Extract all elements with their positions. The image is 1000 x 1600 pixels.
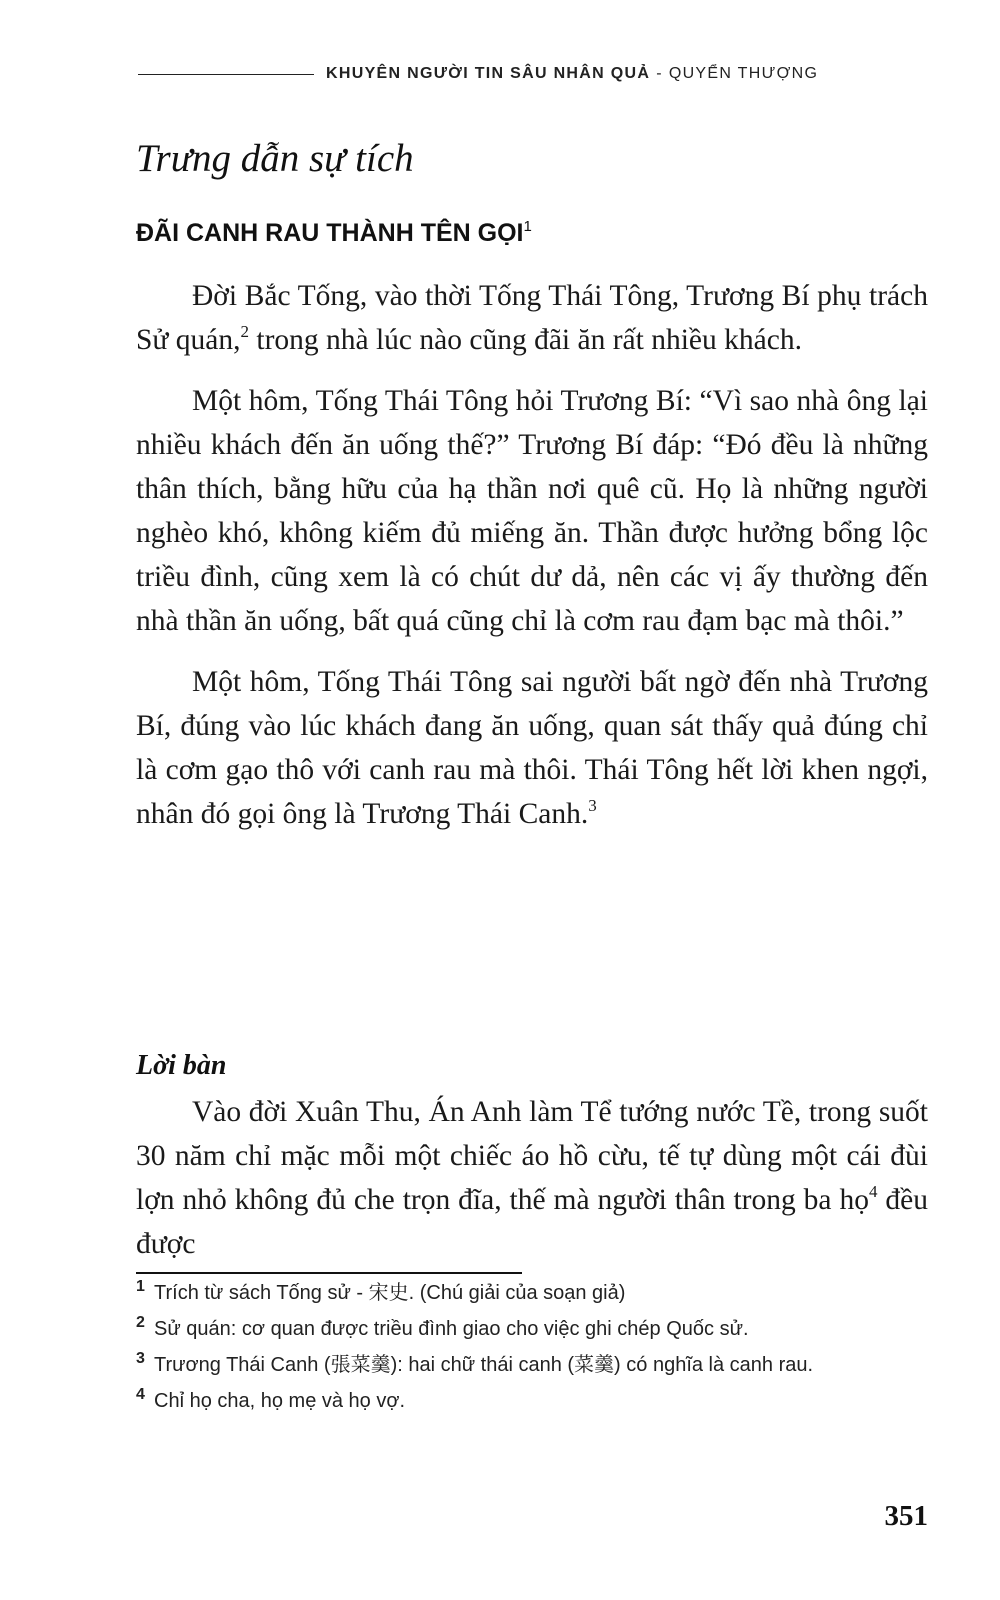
paragraph-text: trong nhà lúc nào cũng đãi ăn rất nhiều khách. [249, 324, 802, 356]
footnote-ref: 2 [240, 322, 249, 341]
footnote-text: Trương Thái Canh (張菜羹): hai chữ thái canh (菜羹) có nghĩa là canh rau. [154, 1354, 814, 1376]
footnote: 4 Chỉ họ cha, họ mẹ và họ vợ. [136, 1386, 406, 1412]
page-number: 351 [884, 1500, 928, 1532]
paragraph-text: Vào đời Xuân Thu, Án Anh làm Tể tướng nước Tề, trong suốt 30 năm chỉ mặc mỗi một chiếc áo hồ cừu, tế tự dùng một cái đùi lợn nhỏ không đủ che trọn đĩa, thế mà người thân trong ba họ [136, 1096, 928, 1216]
paragraph-text: Một hôm, Tống Thái Tông hỏi Trương Bí: “Vì sao nhà ông lại nhiều khách đến ăn uống thế?” Trương Bí đáp: “Đó đều là những thân thích, bằng hữu của hạ thần nơi quê cũ. Họ là những người nghèo khó, không kiếm đủ miếng ăn. Thần được hưởng bổng lộc triều đình, cũng xem là có chút dư dả, nên các vị ấy thường đến nhà thần ăn uống, bất quá cũng chỉ là cơm rau đạm bạc mà thôi.” [136, 385, 928, 637]
paragraph-text: Một hôm, Tống Thái Tông sai người bất ngờ đến nhà Trương Bí, đúng vào lúc khách đang ăn uống, quan sát thấy quả đúng chỉ là cơm gạo thô với canh rau mà thôi. Thái Tông hết lời khen ngợi, nhân đó gọi ông là Trương Thái Canh. [136, 666, 928, 830]
footnote-rule [136, 1272, 522, 1274]
footnote-text: Chỉ họ cha, họ mẹ và họ vợ. [154, 1390, 406, 1412]
paragraph-text: đều được [136, 1184, 929, 1260]
footnote: 1 Trích từ sách Tống sử - 宋史. (Chú giải của soạn giả) [136, 1278, 626, 1304]
section-title: Trưng dẫn sự tích [136, 137, 414, 180]
footnote-ref: 1 [523, 218, 532, 235]
comment-body [136, 1090, 928, 1283]
footnote: 2 Sử quán: cơ quan được triều đình giao cho việc ghi chép Quốc sử. [136, 1314, 749, 1340]
running-header [138, 62, 934, 86]
story-title [136, 218, 532, 248]
paragraph [136, 660, 928, 836]
story-title-text: ĐÃI CANH RAU THÀNH TÊN GỌI [136, 219, 524, 247]
paragraph [136, 1090, 928, 1266]
paragraph [136, 274, 928, 362]
footnote-text: Sử quán: cơ quan được triều đình giao cho việc ghi chép Quốc sử. [154, 1318, 749, 1340]
header-text [326, 65, 818, 83]
volume-label: QUYỂN THƯỢNG [668, 65, 819, 82]
paragraph-text: Đời Bắc Tống, vào thời Tống Thái Tông, Trương Bí phụ trách Sử quán, [136, 280, 928, 356]
header-separator: - [656, 65, 663, 82]
footnote-text: Trích từ sách Tống sử - 宋史. (Chú giải của soạn giả) [154, 1282, 626, 1304]
footnote: 3 Trương Thái Canh (張菜羹): hai chữ thái canh (菜羹) có nghĩa là canh rau. [136, 1350, 814, 1376]
comment-title: Lời bàn [136, 1050, 227, 1081]
paragraph [136, 379, 928, 643]
story-body [136, 274, 928, 853]
footnote-ref: 3 [588, 796, 597, 815]
footnote-ref: 4 [868, 1182, 878, 1201]
book-title: KHUYÊN NGƯỜI TIN SÂU NHÂN QUẢ [326, 65, 651, 82]
footnotes [136, 1278, 928, 1422]
header-rule [138, 74, 314, 75]
